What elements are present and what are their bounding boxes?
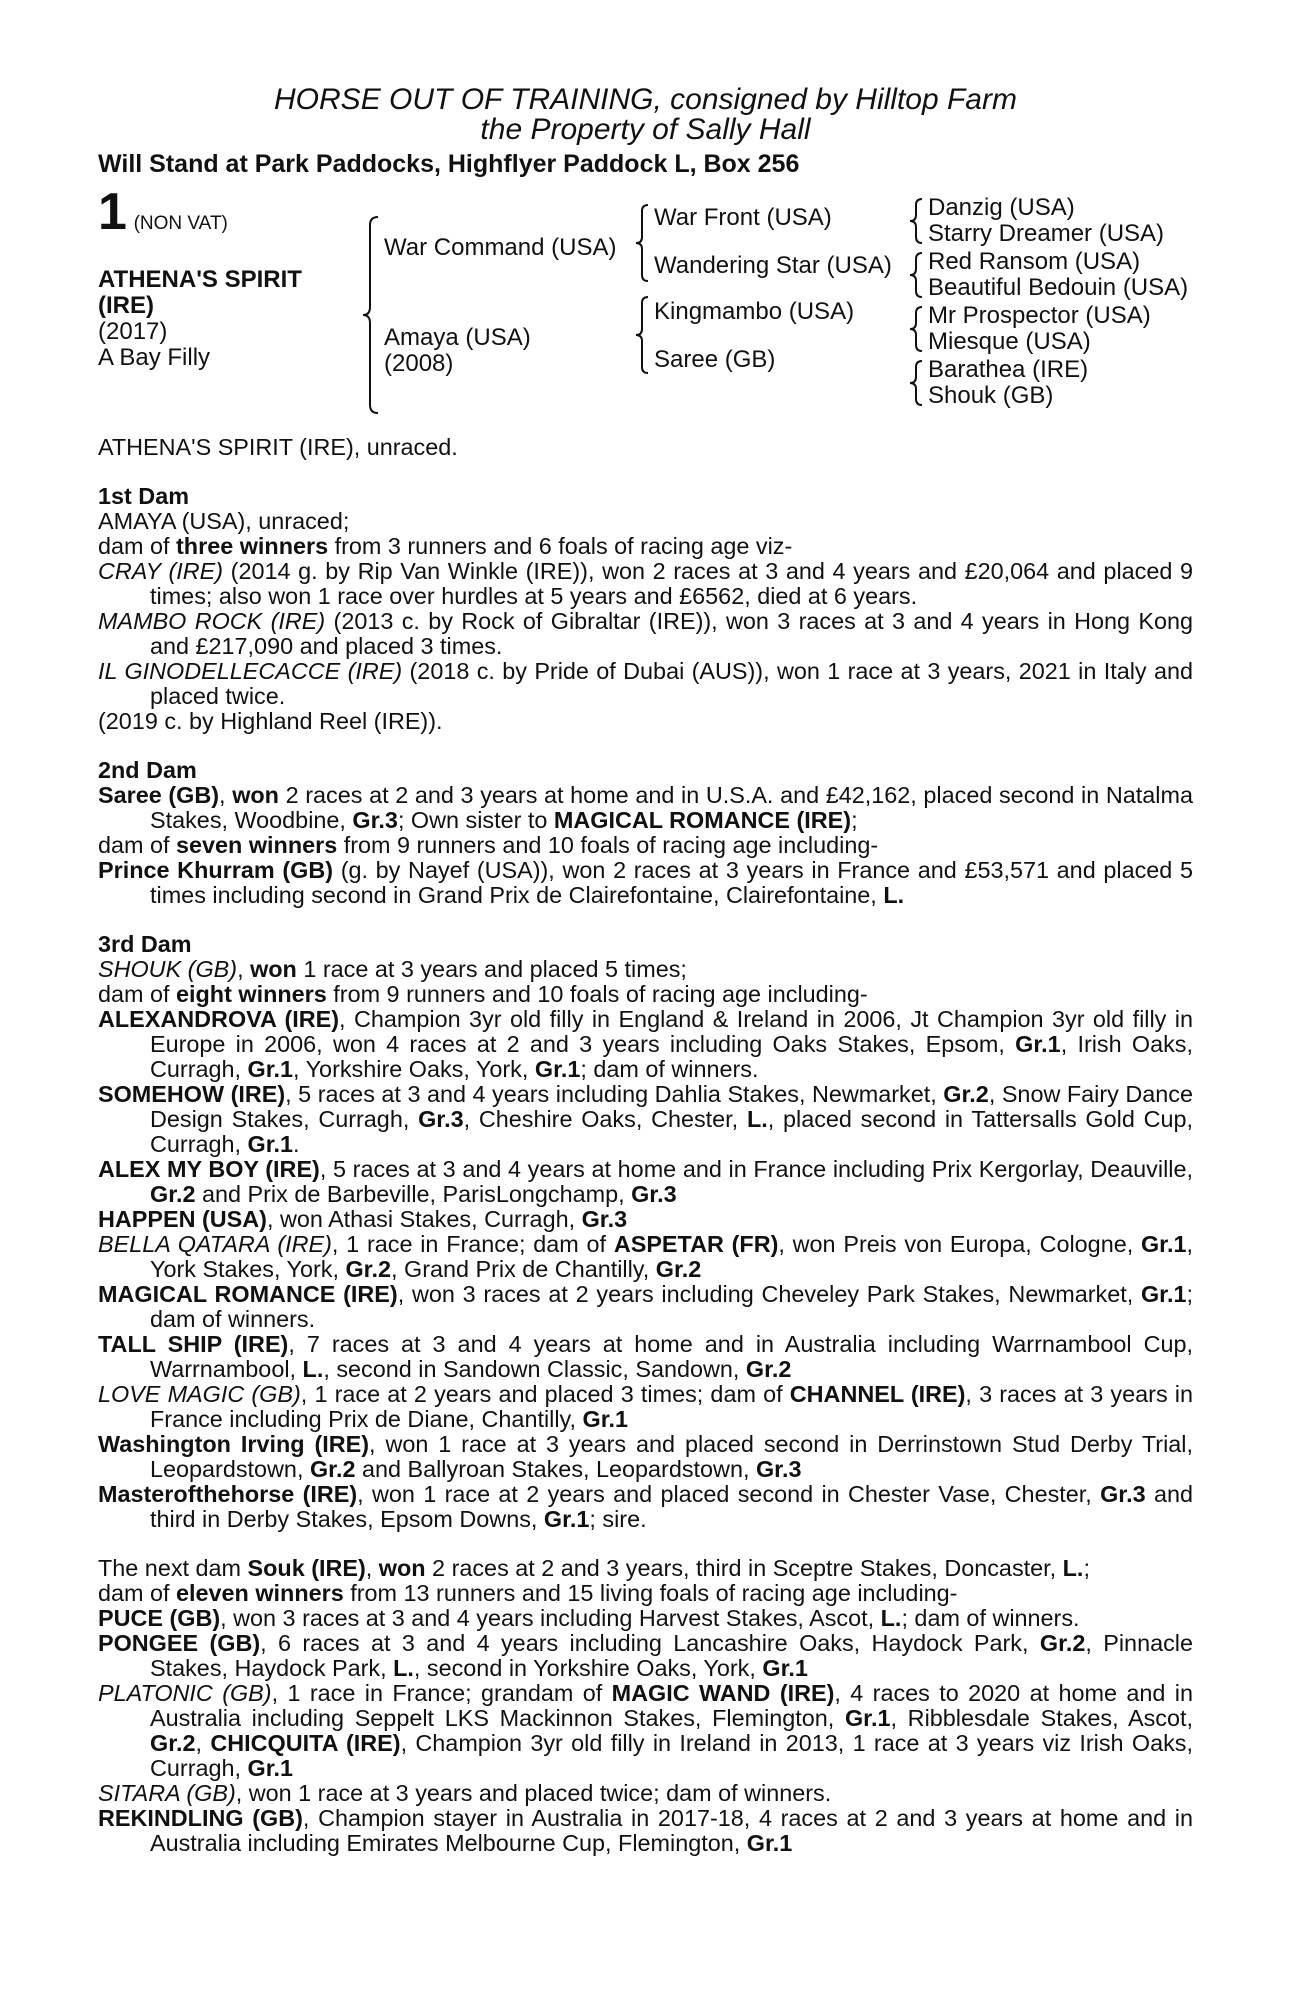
grade: Gr.2 [150,1730,196,1756]
text: ; dam of winners. [901,1605,1080,1631]
vat-status: (NON VAT) [133,213,228,234]
grade: L. [746,1106,768,1132]
grade: Gr.1 [746,1830,793,1856]
produce-entry [98,1007,1193,1082]
horse-name: LOVE MAGIC (GB) [98,1381,301,1407]
horse-name: HAPPEN (USA) [98,1206,267,1232]
dam-dam-sire: Barathea (IRE) [928,356,1089,383]
horse-name: SOMEHOW (IRE) [98,1081,286,1107]
produce-entry [98,659,1193,709]
grade: Gr.3 [631,1181,677,1207]
grade: L. [883,882,905,908]
sire-sire-sire: Danzig (USA) [928,194,1075,221]
catalogue-body [98,435,1193,1856]
produce-entry [98,1207,1193,1232]
horse-name: CHANNEL (IRE) [789,1381,966,1407]
text: won [232,782,279,808]
grade: Gr.1 [543,1506,590,1532]
horse-name: PUCE (GB) [98,1605,221,1631]
text: (g. by Nayef (USA)), won 2 races at 3 years in France and £53,571 and placed 5 times including second in Grand Prix de Clairefontaine, Clairefontaine, [150,857,1193,908]
text: ; Own sister to [397,807,554,833]
grade: Gr.2 [345,1256,391,1282]
text: , won 3 races at 2 years including Cheveley Park Stakes, Newmarket, [397,1281,1141,1307]
produce-entry [98,1282,1193,1332]
horse-name: CHICQUITA (IRE) [210,1730,401,1756]
dam-sire: Kingmambo (USA) [654,298,855,325]
text: , placed second in Tattersalls Gold Cup, Curragh, [150,1106,1193,1157]
third-dam-record [98,957,1193,982]
third-dam-heading: 3rd Dam [98,931,192,957]
first-dam-produce [98,534,1193,559]
lot-number: 1 [98,183,127,241]
grade: Gr.2 [309,1456,356,1482]
horse-name: IL GINODELLECACCE (IRE) [98,658,403,684]
text: , [219,782,233,808]
grade: Gr.3 [755,1456,802,1482]
horse-suffix: (IRE) [98,292,154,319]
grade: Gr.3 [352,807,398,833]
horse-name: REKINDLING (GB) [98,1805,303,1831]
produce-entry [98,1382,1193,1432]
second-dam-record [98,783,1193,833]
brace-gen3-c [908,305,924,353]
produce-entry [98,559,1193,609]
produce-entry [98,1482,1193,1532]
grade: Gr.1 [844,1705,891,1731]
foaling-year: (2017) [98,318,168,345]
horse-name: CRAY (IRE) [98,558,224,584]
produce-entry [98,1781,1193,1806]
sire: War Command (USA) [384,234,617,261]
produce-entry [98,1432,1193,1482]
produce-entry [98,1332,1193,1382]
grade: Gr.1 [762,1655,808,1681]
text: won [378,1555,426,1581]
first-dam-section [98,484,1193,734]
text: , Yorkshire Oaks, York, [293,1056,535,1082]
produce-entry [98,1082,1193,1157]
horse-name: Masterofthehorse (IRE) [98,1481,358,1507]
text: . [293,1131,300,1157]
text: dam of [98,981,177,1007]
second-dam-produce [98,833,1193,858]
text: ; [1083,1555,1090,1581]
property-line: the Property of Sally Hall [480,113,811,146]
text: , 5 races at 3 and 4 years including Dahlia Stakes, Newmarket, [285,1081,944,1107]
text: (2014 g. by Rip Van Winkle (IRE)), won 2 races at 3 and 4 years and £20,064 and placed 9 times; also won 1 race over hurdles at 5 years and £6562, died at 6 years. [150,558,1193,609]
produce-entry [98,1606,1193,1631]
grade: Gr.1 [1140,1231,1187,1257]
dam-year: (2008) [384,350,454,377]
text: from 13 runners and 15 living foals of racing age including- [343,1580,958,1606]
horse-name: Washington Irving (IRE) [98,1431,370,1457]
text: , Pinnacle Stakes, Haydock Park, [150,1630,1193,1681]
grade: Gr.1 [534,1056,581,1082]
horse-name: MAGIC WAND (IRE) [611,1680,835,1706]
third-dam-produce [98,982,1193,1007]
horse-name: PONGEE (GB) [98,1630,261,1656]
stand-location: Will Stand at Park Paddocks, Highflyer Paddock L, Box 256 [98,150,800,178]
text: and Ballyroan Stakes, Leopardstown, [355,1456,756,1482]
sire-dam-sire: Red Ransom (USA) [928,248,1141,275]
grade: Gr.2 [150,1181,196,1207]
consignor-line: HORSE OUT OF TRAINING, consigned by Hilltop Farm [274,83,1017,116]
grade: Gr.1 [247,1755,294,1781]
grade: Gr.1 [247,1131,294,1157]
text: from 9 runners and 10 foals of racing age including- [337,832,879,858]
produce-entry [98,1157,1193,1207]
second-dam-section [98,758,1193,908]
text: from 9 runners and 10 foals of racing age including- [326,981,868,1007]
text: , Grand Prix de Chantilly, [391,1256,656,1282]
text: , second in Sandown Classic, Sandown, [323,1356,746,1382]
produce-entry [98,1681,1193,1781]
dam-dam: Saree (GB) [654,346,776,373]
grade: Gr.2 [655,1256,702,1282]
text: , won 3 races at 3 and 4 years including Harvest Stakes, Ascot, [220,1605,881,1631]
text: , York Stakes, York, [150,1231,1193,1282]
grade: L. [1062,1555,1084,1581]
grade: L. [302,1356,324,1382]
text: dam of [98,533,177,559]
text: , 5 races at 3 and 4 years at home and in France including Prix Kergorlay, Deauville, [319,1156,1193,1182]
winners-count: eight winners [176,981,327,1007]
brace-sire-parents [634,203,650,283]
text: , second in Yorkshire Oaks, York, [413,1655,763,1681]
horse-name: MAMBO ROCK (IRE) [98,608,326,634]
text: , won 1 race at 2 years and placed second in Chester Vase, Chester, [357,1481,1101,1507]
horse-name: ALEX MY BOY (IRE) [98,1156,320,1182]
produce-entry [98,609,1193,659]
horse-name: TALL SHIP (IRE) [98,1331,289,1357]
pedigree-table [98,183,1193,435]
text: , Irish Oaks, Curragh, [150,1031,1193,1082]
text: , 4 races to 2020 at home and in Australia including Seppelt LKS Mackinnon Stakes, Flemington, [150,1680,1193,1731]
sire-dam-dam: Beautiful Bedouin (USA) [928,274,1189,301]
dam-sire-sire: Mr Prospector (USA) [928,302,1151,329]
brace-gen3-a [908,197,924,245]
produce-entry: (2019 c. by Highland Reel (IRE)). [98,708,443,734]
third-dam-section [98,932,1193,1532]
grade: Gr.1 [247,1056,294,1082]
text: , 3 races at 3 years in France including Prix de Diane, Chantilly, [150,1381,1193,1432]
text: , [237,956,251,982]
brace-sire-dam [360,215,380,415]
text: , 1 race at 2 years and placed 3 times; dam of [300,1381,790,1407]
produce-entry [98,1806,1193,1856]
horse-name: SHOUK (GB) [98,956,238,982]
text: won [250,956,297,982]
dam-dam-dam: Shouk (GB) [928,382,1054,409]
text: , won 1 race at 3 years and placed twice; dam of winners. [235,1780,832,1806]
grade: Gr.3 [418,1106,464,1132]
dam: Amaya (USA) [384,324,531,351]
text: , Ribblesdale Stakes, Ascot, [890,1705,1193,1731]
grade: Gr.2 [943,1081,989,1107]
horse-name: ATHENA'S SPIRIT [98,266,302,293]
text: The next dam [98,1555,248,1581]
produce-entry [98,1232,1193,1282]
text: , won Athasi Stakes, Curragh, [266,1206,582,1232]
horse-name: ALEXANDROVA (IRE) [98,1006,340,1032]
grade: Gr.3 [581,1206,628,1232]
grade: Gr.1 [1140,1281,1187,1307]
sire-sire-dam: Starry Dreamer (USA) [928,220,1165,247]
horse-description: A Bay Filly [98,344,211,371]
winners-count: eleven winners [176,1580,344,1606]
first-dam-record: AMAYA (USA), unraced; [98,508,350,534]
text: , Snow Fairy Dance Design Stakes, Curragh, [150,1081,1193,1132]
horse-name: Prince Khurram (GB) [98,857,334,883]
text: from 3 runners and 6 foals of racing age viz- [328,533,793,559]
sire-sire: War Front (USA) [654,204,832,231]
next-dam-produce [98,1581,1193,1606]
text: , 7 races at 3 and 4 years at home and in Australia including Warrnambool Cup, Warrnambool, [150,1331,1193,1382]
text: , won Preis von Europa, Cologne, [778,1231,1141,1257]
grade: Gr.1 [1015,1031,1061,1057]
grade: Gr.2 [745,1356,792,1382]
lot-number-row [98,183,228,241]
next-dam-record [98,1556,1193,1581]
text: and Prix de Barbeville, ParisLongchamp, [195,1181,632,1207]
text: , Cheshire Oaks, Chester, [463,1106,747,1132]
text: , 6 races at 3 and 4 years including Lancashire Oaks, Haydock Park, [260,1630,1040,1656]
text: ; [851,807,858,833]
text: ; dam of winners. [580,1056,759,1082]
text: , [195,1730,211,1756]
horse-name: Saree (GB) [98,782,220,808]
horse-name: Souk (IRE) [247,1555,366,1581]
text: 2 races at 2 and 3 years at home and in U.S.A. and £42,162, placed second in Natalma Stakes, Woodbine, [150,782,1193,833]
horse-name: MAGICAL ROMANCE (IRE) [553,807,852,833]
sire-dam: Wandering Star (USA) [654,252,892,279]
text: ; dam of winners. [150,1281,1193,1332]
text: , won 1 race at 3 years and placed second in Derrinstown Stud Derby Trial, Leopardstown, [150,1431,1193,1482]
text: (2018 c. by Pride of Dubai (AUS)), won 1 race at 3 years, 2021 in Italy and placed twice. [150,658,1193,709]
next-dam-section [98,1556,1193,1856]
brace-gen3-d [908,359,924,407]
brace-gen3-b [908,251,924,299]
text: , Champion 3yr old filly in Ireland in 2013, 1 race at 3 years viz Irish Oaks, Curragh, [150,1730,1193,1781]
brace-dam-parents [634,295,650,375]
second-dam-heading: 2nd Dam [98,757,197,783]
text: , [365,1555,379,1581]
horse-name: PLATONIC (GB) [98,1680,272,1706]
first-dam-heading: 1st Dam [98,483,190,509]
text: , 1 race in France; grandam of [271,1680,612,1706]
text: 1 race at 3 years and placed 5 times; [296,956,687,982]
text: ; sire. [589,1506,647,1532]
winners-count: three winners [176,533,329,559]
horse-name: SITARA (GB) [98,1780,236,1806]
produce-entry [98,858,1193,908]
text: (2013 c. by Rock of Gibraltar (IRE)), won 3 races at 3 and 4 years in Hong Kong and £217,090 and placed 3 times. [150,608,1193,659]
catalogue-page [98,85,1193,1856]
grade: L. [393,1655,414,1681]
text: , Champion 3yr old filly in England & Ireland in 2006, Jt Champion 3yr old filly in Europe in 2006, won 4 races at 2 and 3 years including Oaks Stakes, Epsom, [150,1006,1193,1057]
text: and third in Derby Stakes, Epsom Downs, [150,1481,1193,1532]
horse-name: ASPETAR (FR) [613,1231,779,1257]
text: dam of [98,1580,177,1606]
horse-name: MAGICAL ROMANCE (IRE) [98,1281,398,1307]
grade: L. [880,1605,902,1631]
grade: Gr.1 [582,1406,629,1432]
text: dam of [98,832,177,858]
grade: Gr.2 [1039,1630,1086,1656]
winners-count: seven winners [176,832,338,858]
text: , 1 race in France; dam of [331,1231,614,1257]
text: , Champion stayer in Australia in 2017-18, 4 races at 2 and 3 years at home and in Australia including Emirates Melbourne Cup, Flemington, [150,1805,1193,1856]
horse-name: BELLA QATARA (IRE) [98,1231,332,1257]
dam-sire-dam: Miesque (USA) [928,328,1091,355]
text: 2 races at 2 and 3 years, third in Sceptre Stakes, Doncaster, [425,1555,1063,1581]
race-record-intro: ATHENA'S SPIRIT (IRE), unraced. [98,434,458,460]
grade: Gr.3 [1100,1481,1146,1507]
produce-entry [98,1631,1193,1681]
